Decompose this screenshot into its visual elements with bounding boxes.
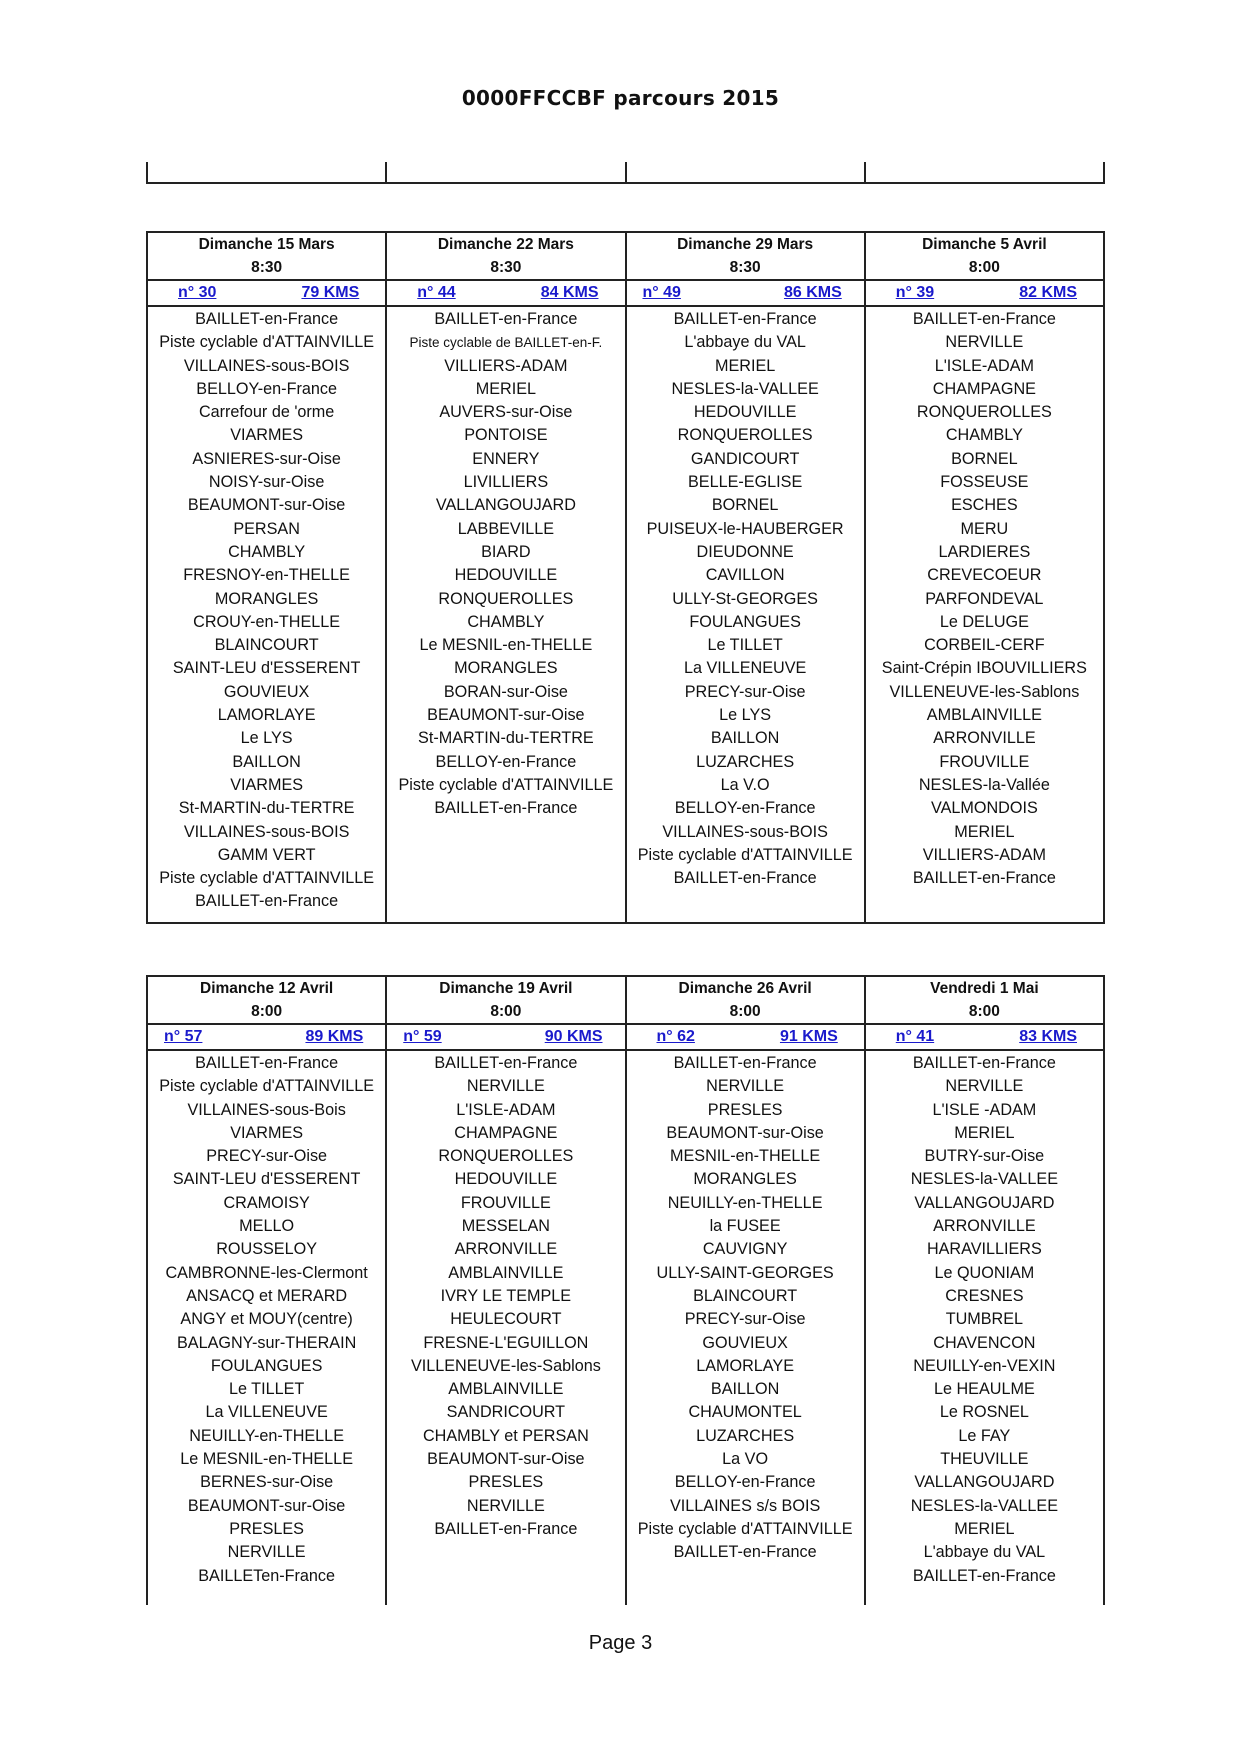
stop-item: NESLES-la-VALLEE — [910, 1496, 1058, 1515]
stop-item: NERVILLE — [466, 1077, 545, 1096]
route-distance[interactable]: 91 KMS — [779, 1028, 838, 1045]
stop-item: PERSAN — [233, 519, 300, 538]
stop-item: MELLO — [239, 1217, 295, 1236]
stop-item: VALLANGOUJARD — [435, 496, 576, 515]
stop-item: PUISEUX-le-HAUBERGER — [646, 519, 844, 538]
stop-item: BAILLET-en-France — [673, 1054, 817, 1072]
stop-item: VILLENEUVE-les-Sablons — [889, 682, 1080, 701]
stop-item: VILLIERS-ADAM — [922, 845, 1046, 864]
route-link[interactable] — [148, 284, 385, 302]
stop-item: LUZARCHES — [696, 1426, 795, 1445]
stop-item: VIARMES — [230, 775, 304, 794]
stop-item: PRESLES — [468, 1473, 544, 1492]
stop-item: MERIEL — [714, 356, 776, 375]
stop-item: LIVILLIERS — [463, 473, 549, 492]
stop-item: FOULANGUES — [210, 1356, 323, 1375]
stop-item: BAILLON — [232, 752, 301, 771]
ride-time: 8:00 — [968, 259, 1000, 276]
stop-item: MERU — [960, 519, 1009, 538]
route-link[interactable] — [387, 284, 624, 302]
stop-item: CHAMBLY et PERSAN — [422, 1426, 589, 1445]
stop-item: GOUVIEUX — [223, 682, 310, 701]
stop-item: Piste cyclable de BAILLET-en-F. — [409, 335, 603, 351]
table-column-stub — [864, 162, 1105, 182]
stop-item: VILLAINES s/s BOIS — [670, 1496, 821, 1515]
stop-item: St-MARTIN-du-TERTRE — [418, 729, 594, 748]
stop-item: RONQUEROLLES — [438, 1147, 574, 1166]
stop-item: CREVECOEUR — [927, 566, 1042, 585]
route-distance[interactable]: 86 KMS — [783, 284, 842, 301]
stop-item: L'abbaye du VAL — [684, 333, 806, 352]
stop-item: BORNEL — [951, 449, 1018, 468]
column-header — [865, 976, 1104, 1024]
stop-item: LABBEVILLE — [457, 519, 555, 538]
stop-item: HEULECOURT — [450, 1310, 562, 1329]
stop-item: MESNIL-en-THELLE — [670, 1147, 821, 1166]
stop-item: DIEUDONNE — [696, 542, 794, 561]
stop-item: ANGY et MOUY(centre) — [180, 1310, 353, 1329]
stop-item: BAILLET-en-France — [673, 1543, 817, 1562]
stop-item: FROUVILLE — [939, 752, 1030, 771]
stop-item: FRESNOY-en-THELLE — [183, 566, 350, 585]
stop-item: NEUILLY-en-THELLE — [189, 1426, 344, 1445]
stop-item: CHAUMONTEL — [688, 1403, 802, 1422]
stop-item: CHAVENCON — [933, 1333, 1036, 1352]
stop-item: VALLANGOUJARD — [914, 1193, 1055, 1212]
ride-time: 8:30 — [729, 259, 761, 276]
route-link[interactable] — [866, 1028, 1103, 1046]
stop-item: BAILLET-en-France — [673, 869, 817, 888]
stop-item: Le LYS — [240, 729, 293, 748]
stop-item: Le TILLET — [707, 636, 783, 655]
stop-item: Carrefour de 'orme — [198, 403, 335, 422]
column-header — [147, 976, 386, 1024]
stop-item: Le FAY — [958, 1426, 1011, 1445]
stop-item: ARRONVILLE — [933, 729, 1036, 748]
stop-item: BIARD — [481, 542, 531, 561]
stop-item: FRESNE-L'EGUILLON — [423, 1333, 589, 1352]
stop-item: NERVILLE — [945, 333, 1024, 352]
stop-item: Piste cyclable d'ATTAINVILLE — [637, 1519, 853, 1538]
stop-item: BLAINCOURT — [214, 636, 319, 655]
table-column-stub — [385, 162, 624, 182]
route-number[interactable]: n° 44 — [417, 284, 456, 301]
stop-item: BAILLET-en-France — [673, 310, 817, 328]
stop-item: ENNERY — [472, 449, 540, 468]
route-link[interactable] — [148, 1028, 385, 1046]
stop-item: NERVILLE — [945, 1077, 1024, 1096]
ride-time: 8:00 — [490, 1003, 522, 1020]
stop-list — [387, 307, 624, 821]
page-number: Page 3 — [588, 1632, 653, 1654]
stop-item: Le MESNIL-en-THELLE — [180, 1450, 353, 1469]
stop-item: La VILLENEUVE — [683, 659, 807, 678]
stop-item: L'ISLE-ADAM — [934, 356, 1035, 375]
stop-item: BAILLET-en-France — [912, 1054, 1056, 1072]
stop-item: BUTRY-sur-Oise — [924, 1147, 1045, 1166]
stop-item: LARDIERES — [938, 542, 1031, 561]
stop-item: ASNIERES-sur-Oise — [192, 449, 341, 468]
route-table-april — [146, 975, 1105, 1605]
route-link[interactable] — [627, 284, 864, 302]
ride-time: 8:30 — [251, 259, 283, 276]
stop-item: NERVILLE — [466, 1496, 545, 1515]
stop-item: CAVILLON — [705, 566, 785, 585]
stop-item: BLAINCOURT — [693, 1286, 798, 1305]
route-number[interactable]: n° 30 — [178, 284, 217, 301]
ride-day: Dimanche 15 Mars — [198, 236, 335, 253]
stop-item: AMBLAINVILLE — [448, 1380, 564, 1399]
column-header — [386, 976, 625, 1024]
stop-item: BELLOY-en-France — [435, 752, 577, 771]
stop-item: MORANGLES — [454, 659, 558, 678]
stop-item: ULLY-St-GEORGES — [672, 589, 818, 608]
stop-item: NEUILLY-en-THELLE — [667, 1193, 823, 1212]
stop-item: CAUVIGNY — [702, 1240, 788, 1259]
stop-list — [627, 307, 864, 890]
route-link[interactable] — [627, 1028, 864, 1046]
stop-item: Piste cyclable d'ATTAINVILLE — [159, 1077, 375, 1096]
ride-day: Dimanche 29 Mars — [677, 236, 814, 253]
stop-item: VIARMES — [230, 426, 304, 445]
route-distance[interactable]: 79 KMS — [301, 284, 360, 301]
stop-item: VALMONDOIS — [931, 799, 1038, 818]
stop-list — [866, 1051, 1103, 1588]
route-link[interactable] — [387, 1028, 624, 1046]
stop-item: Le LYS — [719, 706, 772, 725]
stop-item: VILLENEUVE-les-Sablons — [410, 1356, 601, 1375]
route-number[interactable]: n° 62 — [656, 1028, 695, 1045]
stop-item: CAMBRONNE-les-Clermont — [165, 1263, 368, 1282]
stop-item: IVRY LE TEMPLE — [440, 1286, 572, 1305]
stop-item: AUVERS-sur-Oise — [439, 403, 573, 422]
stop-item: MORANGLES — [693, 1170, 797, 1189]
stop-item: CORBEIL-CERF — [924, 636, 1045, 655]
route-distance[interactable]: 90 KMS — [544, 1028, 603, 1045]
stop-item: MERIEL — [954, 1519, 1015, 1538]
stops-row — [147, 1050, 1104, 1605]
stop-item: FOSSEUSE — [940, 473, 1029, 492]
stop-item: HARAVILLIERS — [926, 1240, 1042, 1259]
page-title: 0000FFCCBF parcours 2015 — [461, 86, 780, 110]
stop-item: NESLES-la-VALLEE — [910, 1170, 1058, 1189]
ride-time: 8:00 — [968, 1003, 1000, 1020]
stop-item: BEAUMONT-sur-Oise — [427, 1450, 585, 1469]
stop-item: Piste cyclable d'ATTAINVILLE — [637, 845, 853, 864]
table-column-stub — [625, 162, 864, 182]
stop-item: NESLES-la-VALLEE — [671, 379, 819, 398]
stop-item: BEAUMONT-sur-Oise — [187, 496, 346, 515]
stop-item: L'abbaye du VAL — [923, 1543, 1046, 1562]
stop-item: la FUSEE — [709, 1217, 781, 1236]
stop-item: BAILLET-en-France — [434, 1519, 578, 1538]
column-header — [386, 232, 625, 280]
header-row — [147, 976, 1104, 1024]
stop-item: RONQUEROLLES — [438, 589, 574, 608]
stop-item: CHAMBLY — [228, 542, 306, 561]
stop-item: BAILLET-en-France — [434, 310, 578, 328]
stop-item: Saint-Crépin IBOUVILLIERS — [881, 659, 1087, 678]
stop-item: PRECY-sur-Oise — [206, 1147, 328, 1166]
route-number-row — [147, 1024, 1104, 1050]
stop-item: Piste cyclable d'ATTAINVILLE — [159, 869, 375, 888]
stop-item: BELLOY-en-France — [674, 799, 816, 818]
header-row — [147, 232, 1104, 280]
stop-item: MERIEL — [954, 1123, 1015, 1142]
route-number[interactable]: n° 49 — [642, 284, 681, 301]
stop-item: BORNEL — [711, 496, 779, 515]
stop-item: BAILLET-en-France — [912, 1566, 1056, 1585]
stop-item: SANDRICOURT — [446, 1403, 566, 1422]
route-distance[interactable]: 82 KMS — [1019, 284, 1077, 301]
table-column-stub — [146, 162, 385, 182]
stop-list — [148, 1051, 385, 1588]
stop-item: ANSACQ et MERARD — [186, 1286, 348, 1305]
stop-item: Le HEAULME — [933, 1380, 1035, 1399]
stop-item: SAINT-LEU d'ESSERENT — [172, 659, 361, 678]
stop-item: AMBLAINVILLE — [448, 1263, 564, 1282]
stop-item: CRAMOISY — [223, 1193, 310, 1212]
stop-item: GAMM VERT — [217, 845, 316, 864]
stop-list — [627, 1051, 864, 1565]
stop-item: BAILLET-en-France — [434, 1054, 578, 1072]
route-table-march — [146, 231, 1105, 924]
stop-item: PRECY-sur-Oise — [684, 682, 806, 701]
stop-item: NEUILLY-en-VEXIN — [913, 1356, 1056, 1375]
route-distance[interactable]: 89 KMS — [305, 1028, 364, 1045]
stop-item: St-MARTIN-du-TERTRE — [178, 799, 355, 818]
route-number[interactable]: n° 59 — [403, 1028, 442, 1045]
column-header — [626, 232, 865, 280]
stop-item: NERVILLE — [227, 1543, 306, 1562]
stop-item: BELLOY-en-France — [674, 1473, 816, 1492]
stop-item: CHAMPAGNE — [454, 1123, 558, 1142]
route-distance[interactable]: 84 KMS — [540, 284, 599, 301]
stop-item: NOISY-sur-Oise — [208, 473, 325, 492]
stop-item: BAILLETen-France — [198, 1566, 335, 1585]
stop-item: MORANGLES — [214, 589, 319, 608]
stop-item: RONQUEROLLES — [677, 426, 813, 445]
stop-item: VILLIERS-ADAM — [444, 356, 568, 375]
stop-item: VILLAINES-sous-BOIS — [183, 356, 350, 375]
stop-item: BEAUMONT-sur-Oise — [187, 1496, 346, 1515]
stop-item: CRESNES — [945, 1286, 1024, 1305]
stop-item: La VILLENEUVE — [205, 1403, 328, 1422]
stop-item: CHAMBLY — [945, 426, 1023, 445]
stop-item: PRESLES — [707, 1100, 783, 1119]
route-number[interactable]: n° 39 — [895, 284, 935, 301]
ride-day: Dimanche 19 Avril — [439, 980, 573, 997]
stop-item: ULLY-SAINT-GEORGES — [656, 1263, 834, 1282]
stop-item: TUMBREL — [945, 1310, 1024, 1329]
stop-item: ROUSSELOY — [216, 1240, 317, 1259]
stop-item: LAMORLAYE — [217, 706, 316, 725]
stop-item: ARRONVILLE — [454, 1240, 558, 1259]
stop-item: NESLES-la-Vallée — [918, 775, 1050, 794]
stop-item: Piste cyclable d'ATTAINVILLE — [159, 333, 375, 352]
stop-list — [387, 1051, 624, 1541]
stop-item: BAILLON — [710, 729, 780, 748]
stop-item: PRESLES — [229, 1519, 304, 1538]
ride-day: Dimanche 26 Avril — [678, 980, 812, 997]
stop-item: BAILLET-en-France — [195, 892, 339, 911]
route-number[interactable]: n° 57 — [164, 1028, 203, 1045]
stop-item: BAILLET-en-France — [195, 1054, 339, 1072]
stop-item: NERVILLE — [706, 1077, 785, 1096]
stop-item: BAILLET-en-France — [912, 310, 1056, 328]
stop-item: FROUVILLE — [460, 1193, 551, 1212]
stop-item: BAILLON — [710, 1380, 780, 1399]
stop-item: CHAMPAGNE — [932, 379, 1036, 398]
stop-item: La V.O — [720, 775, 770, 794]
stop-item: GOUVIEUX — [702, 1333, 788, 1352]
stop-item: MERIEL — [954, 822, 1015, 841]
stop-item: BELLOY-en-France — [196, 379, 337, 398]
stop-item: VILLAINES-sous-BOIS — [183, 822, 350, 841]
route-distance[interactable]: 83 KMS — [1019, 1028, 1077, 1045]
ride-time: 8:30 — [490, 259, 522, 276]
stop-item: Le QUONIAM — [934, 1263, 1035, 1282]
stop-list — [148, 307, 385, 914]
stop-item: CROUY-en-THELLE — [193, 612, 341, 631]
stop-item: MESSELAN — [461, 1217, 550, 1236]
stop-item: BERNES-sur-Oise — [200, 1473, 334, 1492]
route-link[interactable] — [866, 284, 1103, 302]
previous-table-continuation — [146, 162, 1105, 184]
stop-item: HEDOUVILLE — [454, 566, 558, 585]
stop-item: LUZARCHES — [696, 752, 795, 771]
stop-item: HEDOUVILLE — [693, 403, 797, 422]
stop-item: BEAUMONT-sur-Oise — [427, 706, 585, 725]
route-number-row — [147, 280, 1104, 306]
stop-item: FOULANGUES — [689, 612, 801, 631]
stop-item: HEDOUVILLE — [454, 1170, 558, 1189]
stop-item: VIARMES — [230, 1123, 304, 1142]
stop-item: BORAN-sur-Oise — [443, 682, 568, 701]
ride-time: 8:00 — [729, 1003, 761, 1020]
ride-day: Dimanche 22 Mars — [437, 236, 574, 253]
stop-item: BAILLET-en-France — [434, 799, 578, 818]
route-number[interactable]: n° 41 — [895, 1028, 935, 1045]
stop-item: ARRONVILLE — [933, 1217, 1036, 1236]
stop-item: BEAUMONT-sur-Oise — [666, 1123, 824, 1142]
stop-item: PONTOISE — [464, 426, 548, 445]
stop-item: ESCHES — [951, 496, 1018, 515]
stop-item: Le ROSNEL — [939, 1403, 1029, 1422]
stop-item: THEUVILLE — [940, 1450, 1029, 1469]
stop-item: VILLAINES-sous-BOIS — [662, 822, 828, 841]
stop-item: Le MESNIL-en-THELLE — [419, 636, 593, 655]
stop-item: RONQUEROLLES — [916, 403, 1052, 422]
column-header — [626, 976, 865, 1024]
ride-time: 8:00 — [251, 1003, 283, 1020]
stops-row — [147, 306, 1104, 923]
stop-item: MERIEL — [475, 379, 537, 398]
stop-item: CHAMBLY — [467, 612, 545, 631]
stop-item: L'ISLE-ADAM — [456, 1100, 556, 1119]
stop-item: BELLE-EGLISE — [687, 473, 803, 492]
stop-item: PARFONDEVAL — [925, 589, 1044, 608]
stop-list — [866, 307, 1103, 890]
ride-day: Dimanche 5 Avril — [922, 236, 1047, 253]
stop-item: AMBLAINVILLE — [926, 706, 1042, 725]
stop-item: BAILLET-en-France — [912, 869, 1056, 888]
stop-item: LAMORLAYE — [696, 1356, 794, 1375]
stop-item: La VO — [722, 1450, 769, 1469]
stop-item: PRECY-sur-Oise — [684, 1310, 806, 1329]
ride-day: Vendredi 1 Mai — [930, 980, 1039, 997]
stop-item: L'ISLE -ADAM — [932, 1100, 1037, 1119]
column-header — [865, 232, 1104, 280]
stop-item: BALAGNY-sur-THERAIN — [176, 1333, 357, 1352]
stop-item: GANDICOURT — [690, 449, 800, 468]
stop-item: VILLAINES-sous-Bois — [187, 1100, 346, 1119]
stop-item: Piste cyclable d'ATTAINVILLE — [398, 775, 614, 794]
column-header — [147, 232, 386, 280]
stop-item: BAILLET-en-France — [195, 310, 339, 328]
stop-item: Le TILLET — [228, 1380, 305, 1399]
stop-item: SAINT-LEU d'ESSERENT — [172, 1170, 361, 1189]
stop-item: Le DELUGE — [939, 612, 1029, 631]
ride-day: Dimanche 12 Avril — [200, 980, 334, 997]
stop-item: VALLANGOUJARD — [914, 1473, 1055, 1492]
